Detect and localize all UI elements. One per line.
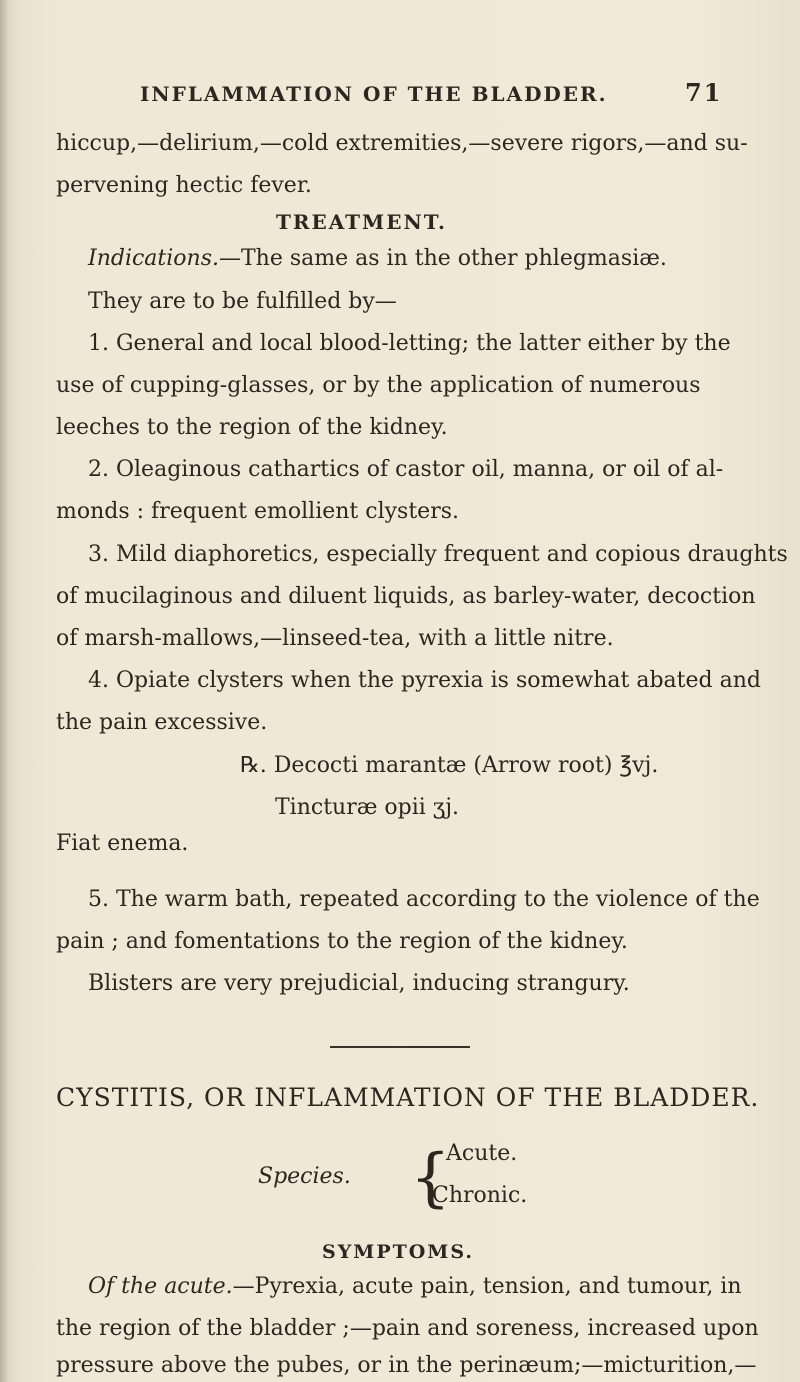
symptoms-text: —Pyrexia, acute pain, tension, and tumour, in	[232, 1274, 742, 1299]
text-line: pressure above the pubes, or in the perinæum;—micturition,—	[56, 1353, 757, 1378]
brace-symbol: {	[410, 1141, 451, 1215]
text-line: 2. Oleaginous cathartics of castor oil, manna, or oil of al-	[88, 457, 724, 482]
text-line: 3. Mild diaphoretics, especially frequent and copious draughts	[88, 542, 788, 567]
symptoms-heading: SYMPTOMS.	[322, 1241, 474, 1263]
page-number: 71	[685, 78, 723, 107]
species-label-text: Species.	[258, 1164, 351, 1189]
text-line: pain ; and fomentations to the region of the kidney.	[56, 929, 628, 954]
indications-label: Indications.	[88, 246, 219, 271]
species-chronic: Chronic.	[432, 1183, 528, 1208]
prescription-line: ℞. Decocti marantæ (Arrow root) ℥vj.	[240, 753, 659, 778]
text-line: pervening hectic fever.	[56, 173, 312, 198]
cystitis-heading: CYSTITIS, OR INFLAMMATION OF THE BLADDER.	[56, 1083, 760, 1112]
text-line: 4. Opiate clysters when the pyrexia is somewhat abated and	[88, 668, 761, 693]
prescription-line: Fiat enema.	[56, 831, 189, 856]
treatment-heading: TREATMENT.	[276, 210, 447, 234]
text-line: 1. General and local blood-letting; the latter either by the	[88, 331, 731, 356]
running-title: INFLAMMATION OF THE BLADDER.	[140, 82, 608, 106]
text-line: the pain excessive.	[56, 710, 268, 735]
text-line: monds : frequent emollient clysters.	[56, 499, 459, 524]
species-acute: Acute.	[446, 1141, 518, 1166]
acute-label: Of the acute.	[88, 1274, 233, 1299]
indications-text: —The same as in the other phlegmasiæ.	[219, 246, 667, 271]
species-label	[258, 1163, 351, 1191]
indications-line	[88, 245, 667, 273]
symptoms-line	[88, 1273, 742, 1301]
section-divider	[330, 1046, 470, 1048]
prescription-line: Tincturæ opii ʒj.	[275, 795, 460, 820]
text-line: of mucilaginous and diluent liquids, as barley-water, decoction	[56, 584, 756, 609]
text-line: of marsh-mallows,—linseed-tea, with a little nitre.	[56, 626, 614, 651]
text-line: hiccup,—delirium,—cold extremities,—severe rigors,—and su-	[56, 131, 748, 156]
text-line: the region of the bladder ;—pain and soreness, increased upon	[56, 1316, 759, 1341]
text-line: 5. The warm bath, repeated according to the violence of the	[88, 887, 760, 912]
text-line: use of cupping-glasses, or by the application of numerous	[56, 373, 701, 398]
text-line: Blisters are very prejudicial, inducing strangury.	[88, 971, 630, 996]
text-line: leeches to the region of the kidney.	[56, 415, 448, 440]
text-line: They are to be fulfilled by—	[88, 289, 397, 314]
page-edge	[0, 0, 8, 1382]
